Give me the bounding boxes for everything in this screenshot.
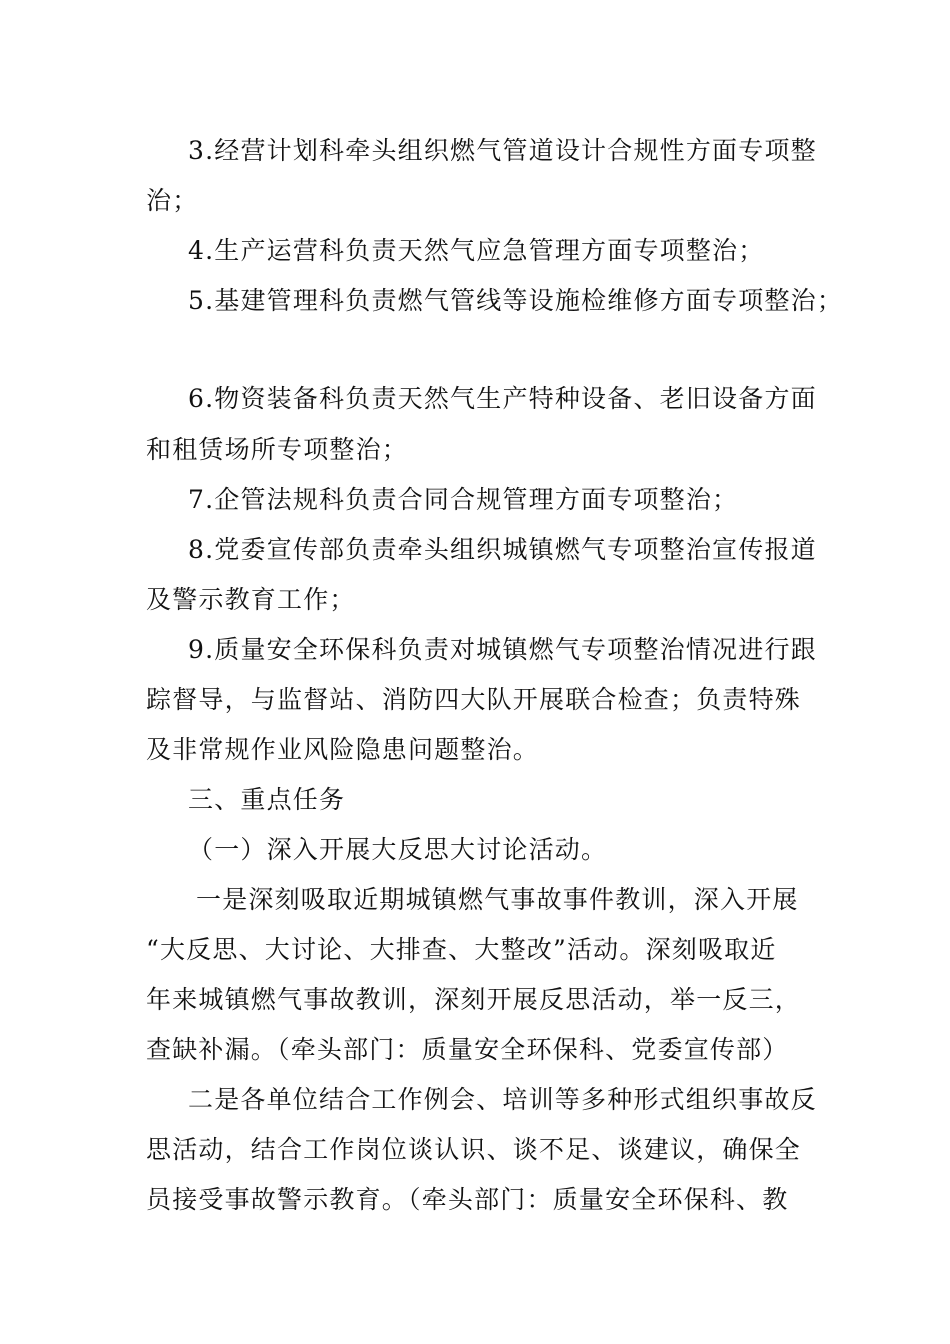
list-item-3-line-2: 治； xyxy=(146,186,199,215)
list-item-8-line-1: 8.党委宣传部负责牵头组织城镇燃气专项整治宣传报道 xyxy=(188,535,817,564)
list-item-6-line-2: 和租赁场所专项整治； xyxy=(146,435,409,464)
paragraph-1-line-1: 一是深刻吸取近期城镇燃气事故事件教训，深入开展 xyxy=(196,885,799,914)
list-item-7: 7.企管法规科负责合同合规管理方面专项整治； xyxy=(188,485,739,514)
list-item-5: 5.基建管理科负责燃气管线等设施检维修方面专项整治； xyxy=(188,286,844,315)
subsection-heading: （一）深入开展大反思大讨论活动。 xyxy=(188,835,608,864)
list-item-6-line-1: 6.物资装备科负责天然气生产特种设备、老旧设备方面 xyxy=(188,384,817,413)
paragraph-2-line-2: 思活动，结合工作岗位谈认识、谈不足、谈建议，确保全 xyxy=(146,1135,802,1164)
paragraph-1-line-3: 年来城镇燃气事故教训，深刻开展反思活动，举一反三， xyxy=(146,985,802,1014)
paragraph-2-line-1: 二是各单位结合工作例会、培训等多种形式组织事故反 xyxy=(188,1085,817,1114)
list-item-4: 4.生产运营科负责天然气应急管理方面专项整治； xyxy=(188,236,765,265)
list-item-8-line-2: 及警示教育工作； xyxy=(146,585,356,614)
section-heading: 三、重点任务 xyxy=(188,785,346,814)
paragraph-2-line-3: 员接受事故警示教育。（牵头部门：质量安全环保科、教 xyxy=(146,1185,789,1214)
paragraph-1-line-2: “大反思、大讨论、大排查、大整改”活动。深刻吸取近 xyxy=(146,935,777,964)
list-item-9-line-3: 及非常规作业风险隐患问题整治。 xyxy=(146,735,540,764)
list-item-9-line-1: 9.质量安全环保科负责对城镇燃气专项整治情况进行跟 xyxy=(188,635,817,664)
list-item-3-line-1: 3.经营计划科牵头组织燃气管道设计合规性方面专项整 xyxy=(188,136,817,165)
paragraph-1-line-4: 查缺补漏。（牵头部门：质量安全环保科、党委宣传部） xyxy=(146,1035,789,1064)
list-item-9-line-2: 踪督导，与监督站、消防四大队开展联合检查；负责特殊 xyxy=(146,685,802,714)
